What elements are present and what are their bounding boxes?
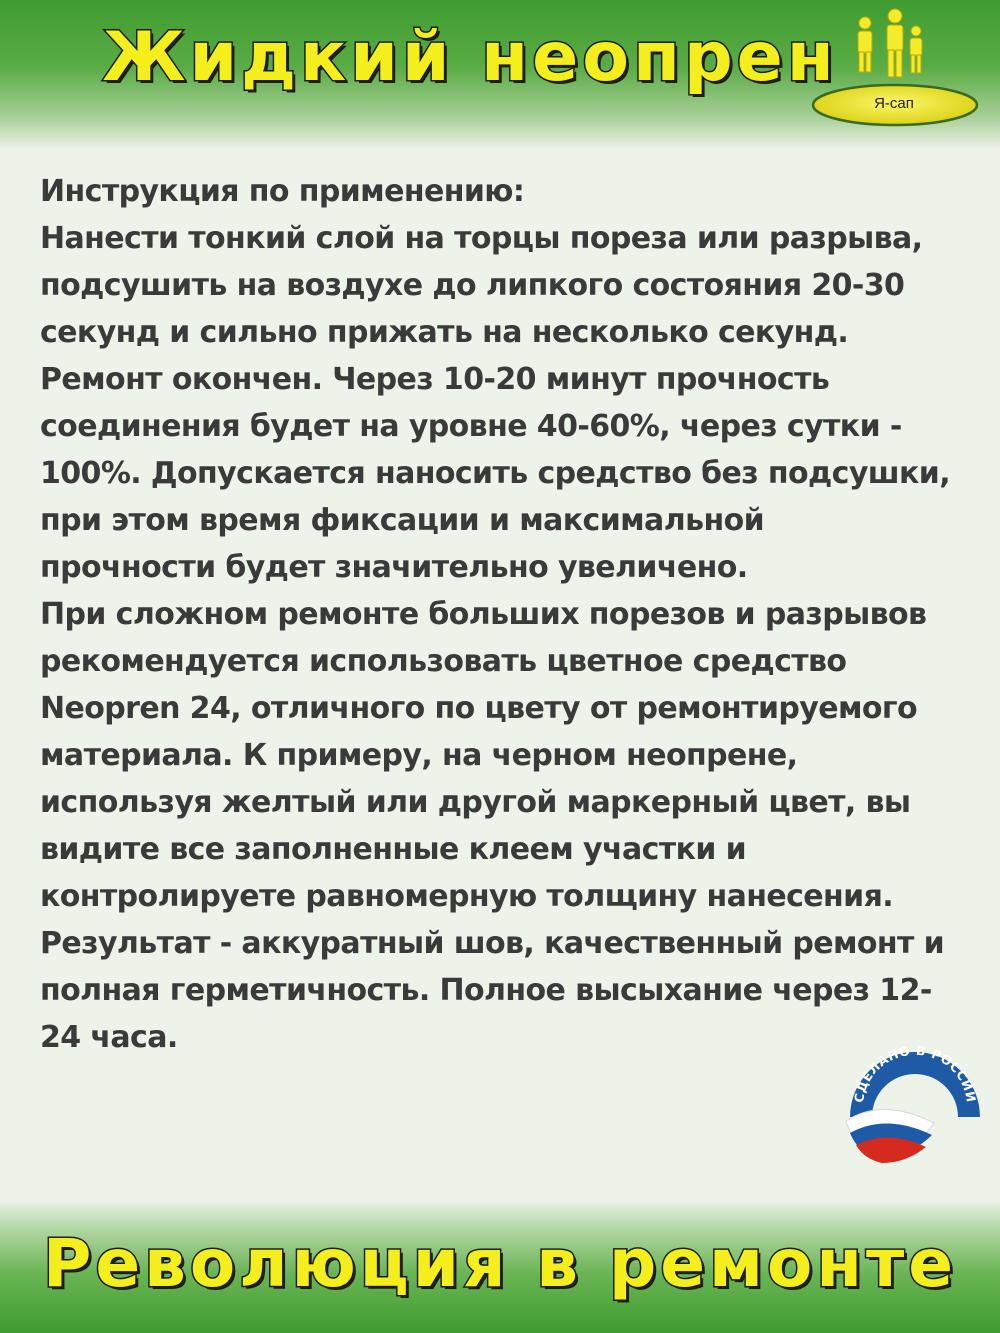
logo-label: Я-сап [874, 95, 914, 112]
instructions-line: Ремонт окончен. Через 10-20 минут прочность [40, 362, 830, 397]
instructions-line: подсушить на воздухе до липкого состояния 20-30 [40, 268, 905, 303]
instructions-line: 24 часа. [40, 1020, 178, 1055]
instructions-line: при этом время фиксации и максимальной [40, 503, 765, 538]
instructions-line: видите все заполненные клеем участки и [40, 832, 747, 867]
instructions-line: 100%. Допускается наносить средство без подсушки, [40, 456, 951, 491]
made-in-russia-badge [842, 1025, 987, 1170]
instructions-line: При сложном ремонте больших порезов и разрывов [40, 597, 927, 632]
instructions-line: материала. К примеру, на черном неопрене, [40, 738, 798, 773]
instructions-line: Neopren 24, отличного по цвету от ремонтируемого [40, 691, 917, 726]
badge-label: СДЕЛАНО В РОССИИ [851, 1042, 979, 1104]
instructions-line: прочности будет значительно увеличено. [40, 550, 748, 585]
instructions-line: Нанести тонкий слой на торцы пореза или разрыва, [40, 221, 923, 256]
instructions-line: контролируете равномерную толщину нанесения. [40, 879, 894, 914]
instructions-line: полная герметичность. Полное высыхание через 12- [40, 973, 932, 1008]
instructions-line: соединения будет на уровне 40-60%, через сутки - [40, 409, 902, 444]
instructions-line: секунд и сильно прижать на несколько секунд. [40, 315, 849, 350]
instructions-line: рекомендуется использовать цветное средство [40, 644, 847, 679]
footer-slogan: Революция в ремонте [43, 1225, 957, 1302]
page-title: Жидкий неопрен [102, 18, 838, 97]
instructions-line: используя желтый или другой маркерный цвет, вы [40, 785, 911, 820]
instructions-line: Инструкция по применению: [40, 174, 525, 209]
instructions-text [40, 168, 970, 1061]
instructions-line: Результат - аккуратный шов, качественный ремонт и [40, 926, 945, 961]
